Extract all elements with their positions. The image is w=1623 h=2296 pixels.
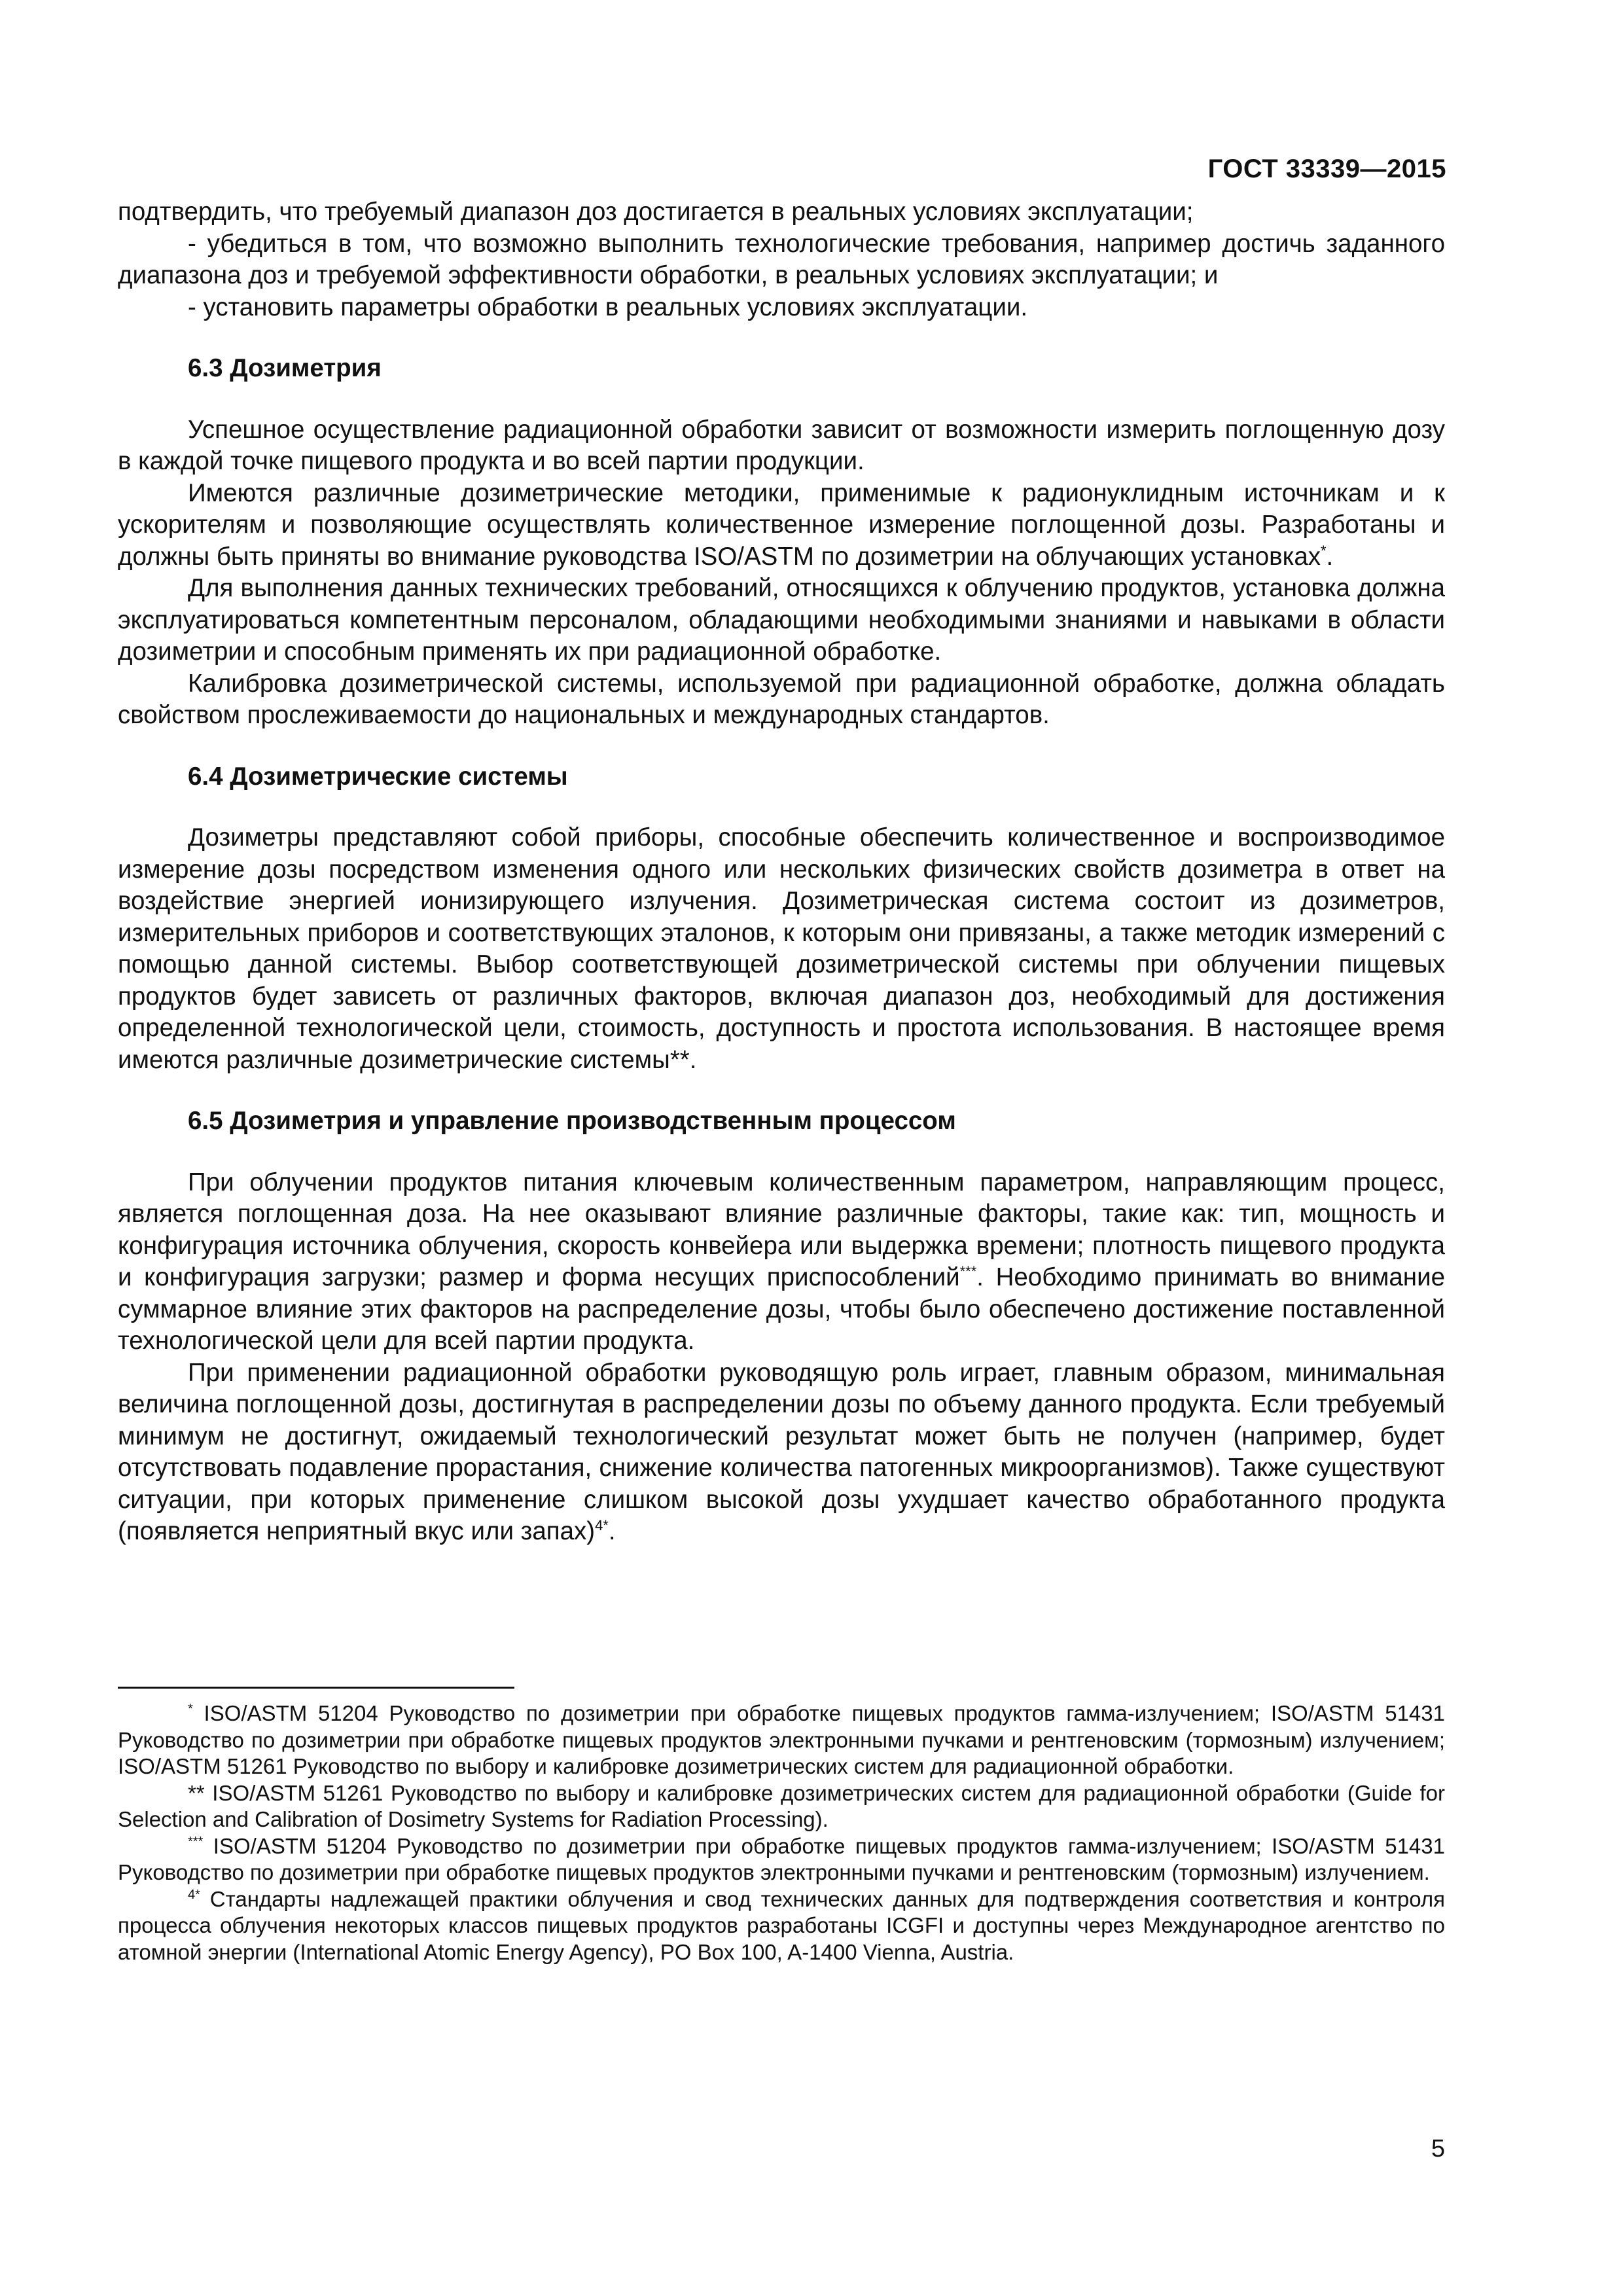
footnote-1	[118, 1700, 1445, 1780]
section-6-4-paragraph-1: Дозиметры представляют собой приборы, способные обеспечить количественное и воспроизводимое измерение дозы посредством изменения одного или нескольких физических свойств дозиметра в ответ на воздействие энергией ионизирующего излучения. Дозиметрическая система состоит из дозиметров, измерительных приборов и соответствующих эталонов, к которым они привязаны, а также методик измерений с помощью данной системы. Выбор соответствующей дозиметрической системы при облучении пищевых продуктов будет зависеть от различных факторов, включая диапазон доз, необходимый для достижения определенной технологической цели, стоимость, доступность и простота использования. В настоящее время имеются различные дозиметрические системы**.	[118, 823, 1445, 1074]
footnote-4-mark: 4*	[188, 1887, 200, 1902]
section-6-3-paragraph-1: Успешное осуществление радиационной обработки зависит от возможности измерить поглощенную дозу в каждой точке пищевого продукта и во всей партии продукции.	[118, 415, 1445, 475]
footnote-1-text: ISO/ASTM 51204 Руководство по дозиметрии при обработке пищевых продуктов гамма-излучением; ISO/ASTM 51431 Руководство по дозиметрии при обработке пищевых продуктов электронными пучками и рентгеновским (тормозным) излучением; ISO/ASTM 51261 Руководство по выбору и калибровке дозиметрических систем для радиационной обработки.	[118, 1701, 1445, 1778]
footnote-3-mark: ***	[188, 1834, 204, 1849]
footnote-2-text: ISO/ASTM 51261 Руководство по выбору и калибровке дозиметрических систем для радиационной обработки (Guide for Selection and Calibration of Dosimetry Systems for Radiation Processing).	[118, 1780, 1445, 1831]
footnote-divider	[118, 1687, 514, 1689]
section-6-5-heading: 6.5 Дозиметрия и управление производственным процессом	[188, 1107, 956, 1135]
footnote-4-text: Стандарты надлежащей практики облучения и свод технических данных для подтверждения соответствия и контроля процесса облучения некоторых классов пищевых продуктов разработаны ICGFI и доступны через Международное агентство по атомной энергии (International Atomic Energy Agency), PO Box 100, A-1400 Vienna, Austria.	[118, 1886, 1445, 1964]
body-text	[118, 196, 1445, 1548]
section-6-3-heading: 6.3 Дозиметрия	[188, 354, 382, 382]
section-6-5-paragraph-2	[118, 1357, 1445, 1548]
footnote-4	[118, 1886, 1445, 1966]
section-6-3-paragraph-3: Для выполнения данных технических требований, относящихся к облучению продуктов, установка должна эксплуатироваться компетентным персоналом, обладающими необходимыми знаниями и навыками в области дозиметрии и способным применять их при радиационной обработке.	[118, 574, 1445, 666]
footnotes	[118, 1700, 1445, 1965]
footnote-3-text: ISO/ASTM 51204 Руководство по дозиметрии при обработке пищевых продуктов гамма-излучением; ISO/ASTM 51431 Руководство по дозиметрии при обработке пищевых продуктов электронными пучками и рентгеновским (тормозным) излучением.	[118, 1833, 1445, 1884]
section-6-5-paragraph-1	[118, 1167, 1445, 1357]
section-6-4-heading: 6.4 Дозиметрические системы	[188, 762, 568, 791]
footnote-1-mark: *	[188, 1702, 193, 1716]
footnote-3	[118, 1833, 1445, 1886]
section-6-5-paragraph-1-end: . Необходимо принимать во внимание суммарное влияние этих факторов на распределение дозы, чтобы было обеспечено достижение поставленной технологической цели для всей партии продукта.	[118, 1263, 1445, 1355]
section-6-3-paragraph-2	[118, 478, 1445, 573]
intro-paragraph-1: подтвердить, что требуемый диапазон доз достигается в реальных условиях эксплуатации;	[118, 198, 1194, 226]
section-6-3-paragraph-4: Калибровка дозиметрической системы, используемой при радиационной обработке, должна обладать свойством прослеживаемости до национальных и международных стандартов.	[118, 669, 1445, 729]
section-6-5-paragraph-2-text: При применении радиационной обработки руководящую роль играет, главным образом, минимальная величина поглощенной дозы, достигнутая в распределении дозы по объему данного продукта. Если требуемый минимум не достигнут, ожидаемый технологический результат может быть не получен (например, будет отсутствовать подавление прорастания, снижение количества патогенных микроорганизмов). Также существуют ситуации, при которых применение слишком высокой дозы ухудшает качество обработанного продукта (появляется неприятный вкус или запах)	[118, 1358, 1445, 1545]
section-6-3-paragraph-2-text: Имеются различные дозиметрические методики, применимые к радионуклидным источникам и к ускорителям и позволяющие осуществлять количественное измерение поглощенной дозы. Разработаны и должны быть приняты во внимание руководства ISO/ASTM по дозиметрии на облучающих установках	[118, 478, 1445, 571]
document-id: ГОСТ 33339—2015	[1207, 154, 1446, 183]
page-number: 5	[1431, 2135, 1445, 2162]
section-6-5-paragraph-2-end: .	[608, 1517, 616, 1545]
footnote-ref-4: 4*	[595, 1517, 609, 1534]
footnote-2-mark: **	[188, 1780, 205, 1805]
footnote-ref-1: *	[1320, 542, 1327, 559]
section-6-3-paragraph-2-end: .	[1326, 542, 1334, 571]
footnote-2	[118, 1780, 1445, 1833]
footnote-ref-3: ***	[959, 1263, 977, 1280]
intro-paragraph-3: - установить параметры обработки в реальных условиях эксплуатации.	[188, 293, 1028, 321]
section-6-5-paragraph-1-text: При облучении продуктов питания ключевым количественным параметром, направляющим процесс, является поглощенная доза. На нее оказывают влияние различные факторы, такие как: тип, мощность и конфигурация источника облучения, скорость конвейера или выдержка времени; плотность пищевого продукта и конфигурация загрузки; размер и форма несущих приспособлений	[118, 1168, 1445, 1291]
intro-paragraph-2: - убедиться в том, что возможно выполнить технологические требования, например достичь заданного диапазона доз и требуемой эффективности обработки, в реальных условиях эксплуатации; и	[118, 229, 1445, 289]
